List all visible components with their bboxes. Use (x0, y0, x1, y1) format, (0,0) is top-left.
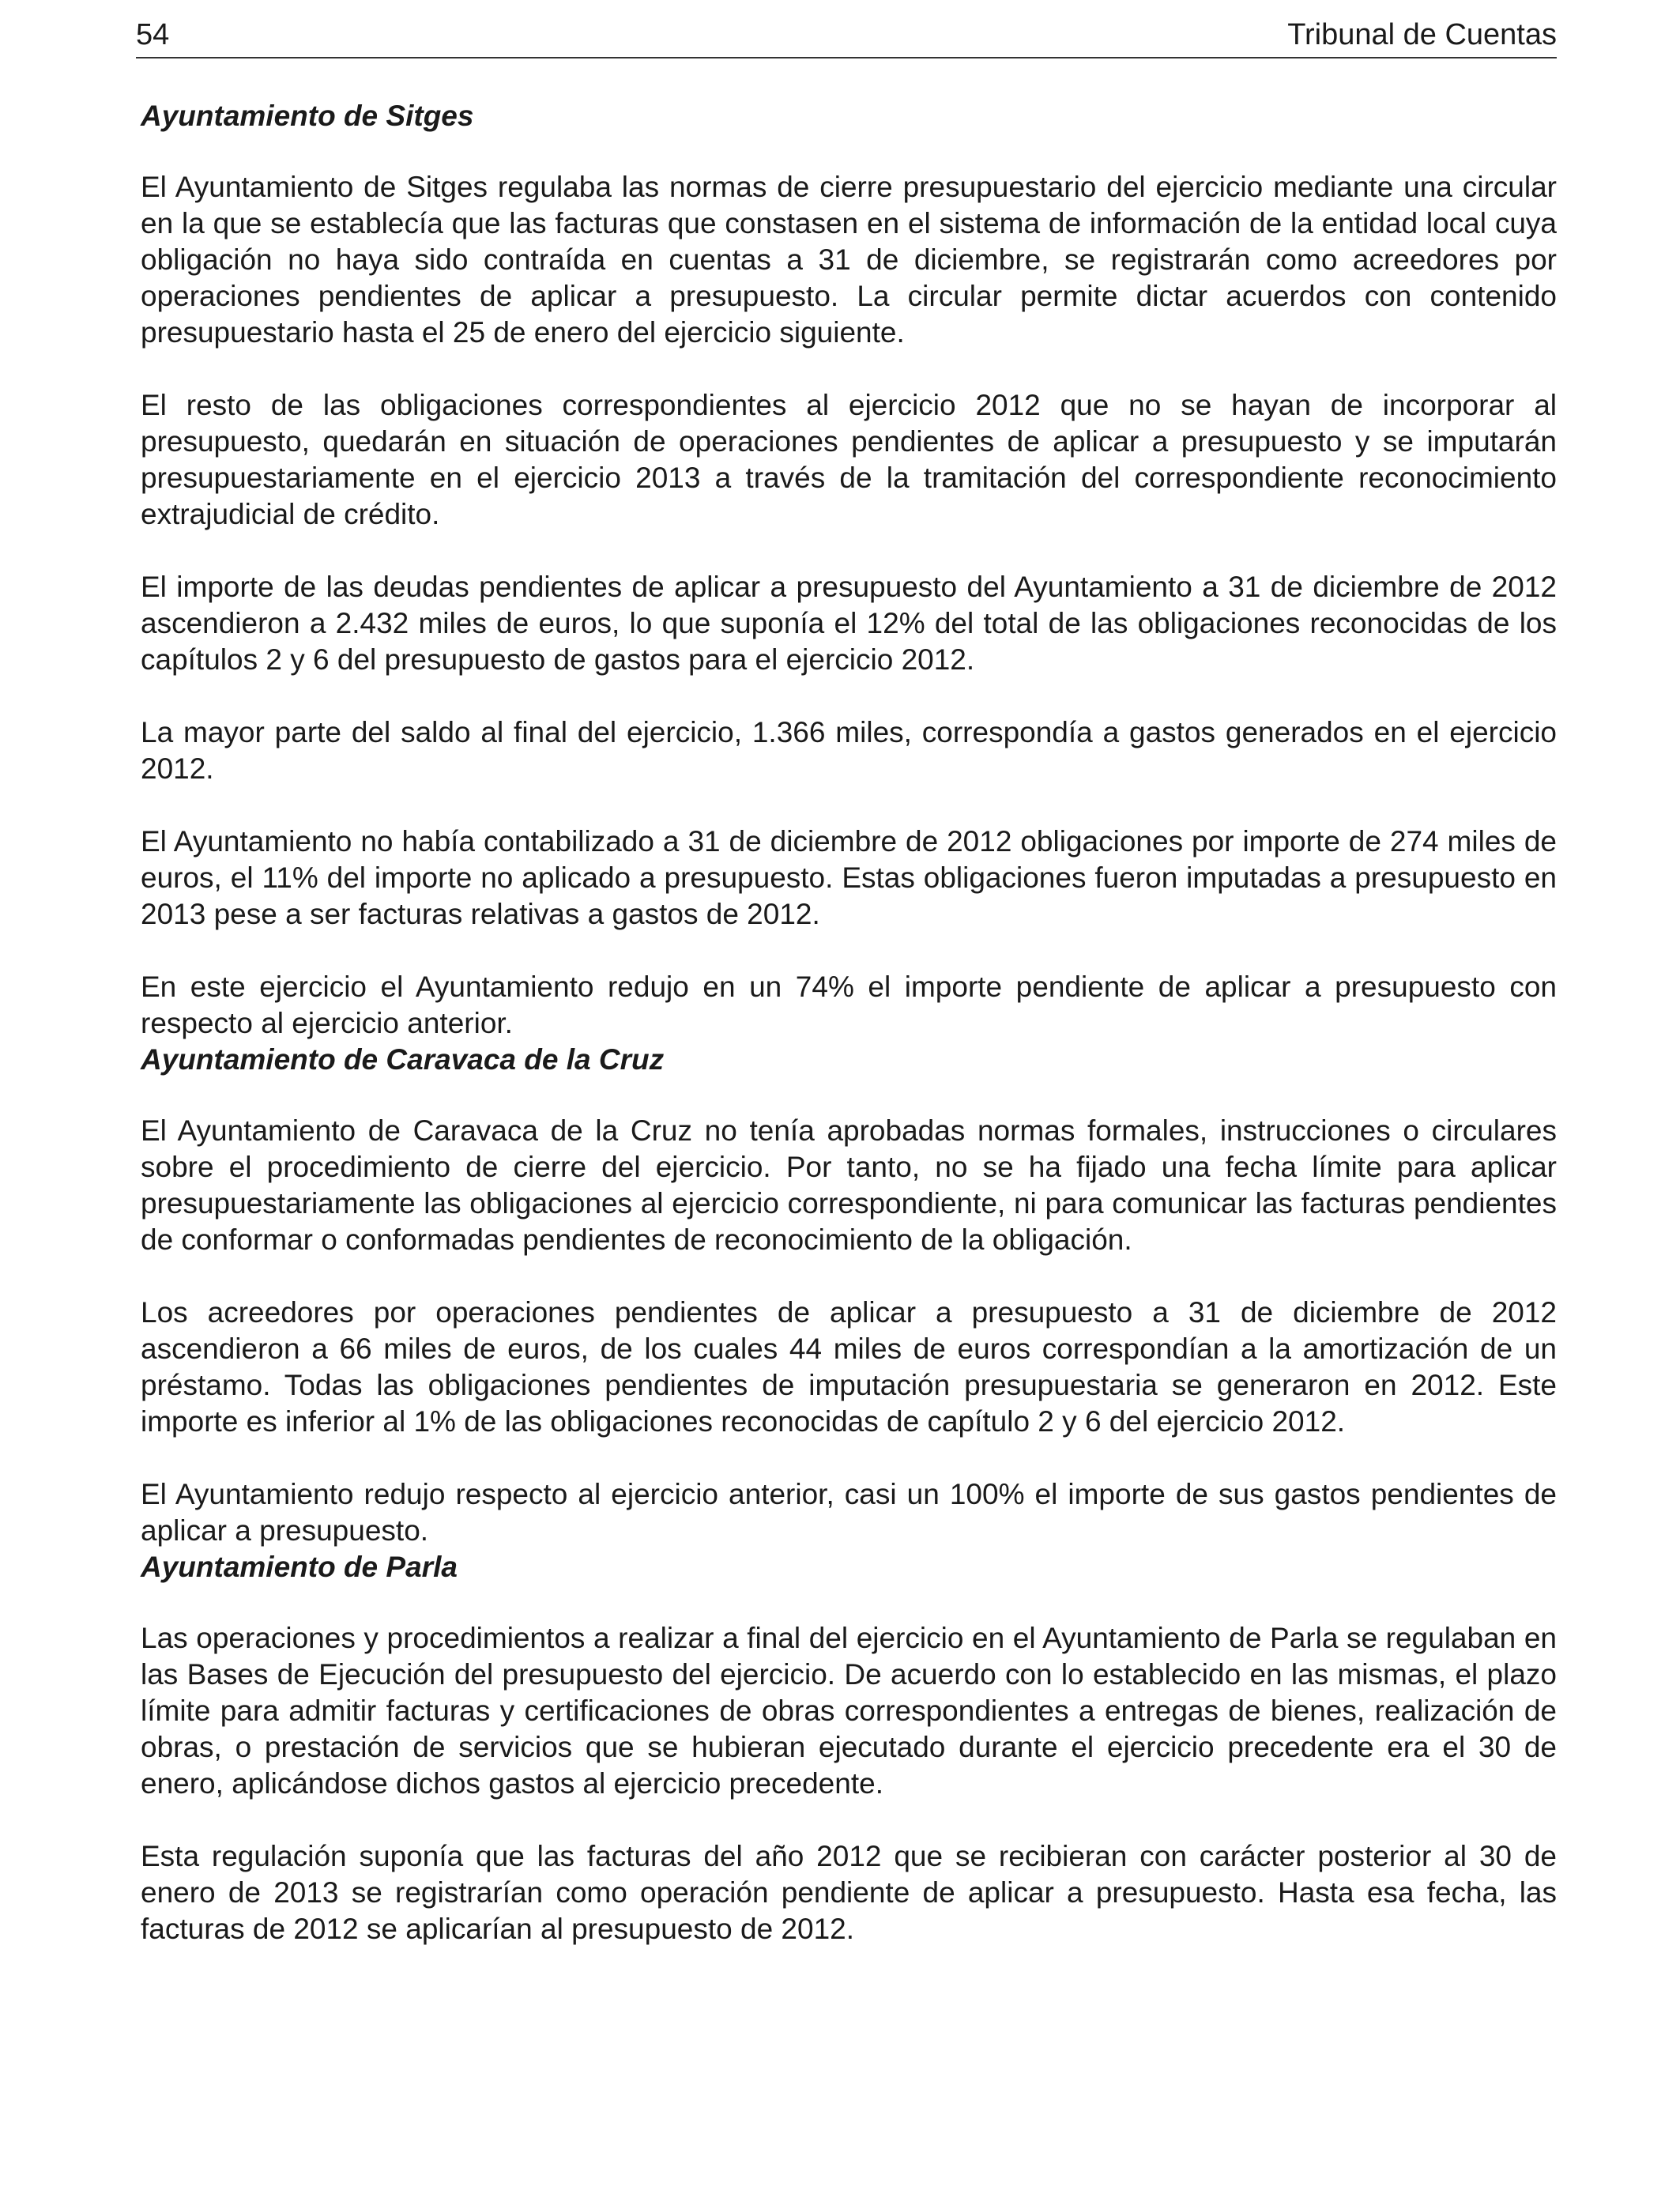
paragraph: El Ayuntamiento de Caravaca de la Cruz no tenía aprobadas normas formales, instrucciones o circulares sobre el procedimiento de cierre del ejercicio. Por tanto, no se ha fijado una fecha límite para aplicar presupuestariamente las obligaciones al ejercicio correspondiente, ni para comunicar las facturas pendientes de conformar o conformadas pendientes de reconocimiento de la obligación. (141, 1114, 1557, 1256)
paragraph: Los acreedores por operaciones pendientes de aplicar a presupuesto a 31 de diciembre de 2012 ascendieron a 66 miles de euros, de los cuales 44 miles de euros correspondían a la amortización de un préstamo. Todas las obligaciones pendientes de imputación presupuestaria se generaron en 2012. Este importe es inferior al 1% de las obligaciones reconocidas de capítulo 2 y 6 del ejercicio 2012. (141, 1296, 1557, 1438)
paragraph: El resto de las obligaciones correspondientes al ejercicio 2012 que no se hayan de incorporar al presupuesto, quedarán en situación de operaciones pendientes de aplicar a presupuesto y se imputarán presupuestariamente en el ejercicio 2013 a través de la tramitación del correspondiente reconocimiento extrajudicial de crédito. (141, 389, 1557, 530)
section-sitges (136, 98, 1557, 1042)
section-heading: Ayuntamiento de Sitges (141, 100, 474, 132)
paragraph: La mayor parte del saldo al final del ejercicio, 1.366 miles, correspondía a gastos generados en el ejercicio 2012. (141, 716, 1557, 785)
section-parla (136, 1549, 1557, 1947)
page-header (136, 0, 1557, 58)
paragraph: Las operaciones y procedimientos a realizar a final del ejercicio en el Ayuntamiento de Parla se regulaban en las Bases de Ejecución del presupuesto del ejercicio. De acuerdo con lo establecido en las mismas, el plazo límite para admitir facturas y certificaciones de obras correspondientes a entregas de bienes, realización de obras, o prestación de servicios que se hubieran ejecutado durante el ejercicio precedente era el 30 de enero, aplicándose dichos gastos al ejercicio precedente. (141, 1622, 1557, 1800)
paragraph: El importe de las deudas pendientes de aplicar a presupuesto del Ayuntamiento a 31 de diciembre de 2012 ascendieron a 2.432 miles de euros, lo que suponía el 12% del total de las obligaciones reconocidas de los capítulos 2 y 6 del presupuesto de gastos para el ejercicio 2012. (141, 571, 1557, 676)
section-heading: Ayuntamiento de Parla (141, 1551, 458, 1583)
document-page (136, 0, 1557, 1947)
running-title: Tribunal de Cuentas (1287, 18, 1557, 51)
paragraph: El Ayuntamiento de Sitges regulaba las normas de cierre presupuestario del ejercicio mediante una circular en la que se establecía que las facturas que constasen en el sistema de información de la entidad local cuya obligación no haya sido contraída en cuentas a 31 de diciembre, se registrarán como acreedores por operaciones pendientes de aplicar a presupuesto. La circular permite dictar acuerdos con contenido presupuestario hasta el 25 de enero del ejercicio siguiente. (141, 171, 1557, 349)
section-caravaca (136, 1042, 1557, 1549)
document-body (136, 58, 1557, 1947)
paragraph: En este ejercicio el Ayuntamiento redujo en un 74% el importe pendiente de aplicar a presupuesto con respecto al ejercicio anterior. (141, 971, 1557, 1039)
section-heading: Ayuntamiento de Caravaca de la Cruz (141, 1043, 665, 1076)
paragraph: El Ayuntamiento no había contabilizado a 31 de diciembre de 2012 obligaciones por importe de 274 miles de euros, el 11% del importe no aplicado a presupuesto. Estas obligaciones fueron imputadas a presupuesto en 2013 pese a ser facturas relativas a gastos de 2012. (141, 825, 1557, 930)
paragraph: Esta regulación suponía que las facturas del año 2012 que se recibieran con carácter posterior al 30 de enero de 2013 se registrarían como operación pendiente de aplicar a presupuesto. Hasta esa fecha, las facturas de 2012 se aplicarían al presupuesto de 2012. (141, 1840, 1557, 1945)
paragraph: El Ayuntamiento redujo respecto al ejercicio anterior, casi un 100% el importe de sus gastos pendientes de aplicar a presupuesto. (141, 1478, 1557, 1547)
page-number: 54 (136, 18, 170, 51)
